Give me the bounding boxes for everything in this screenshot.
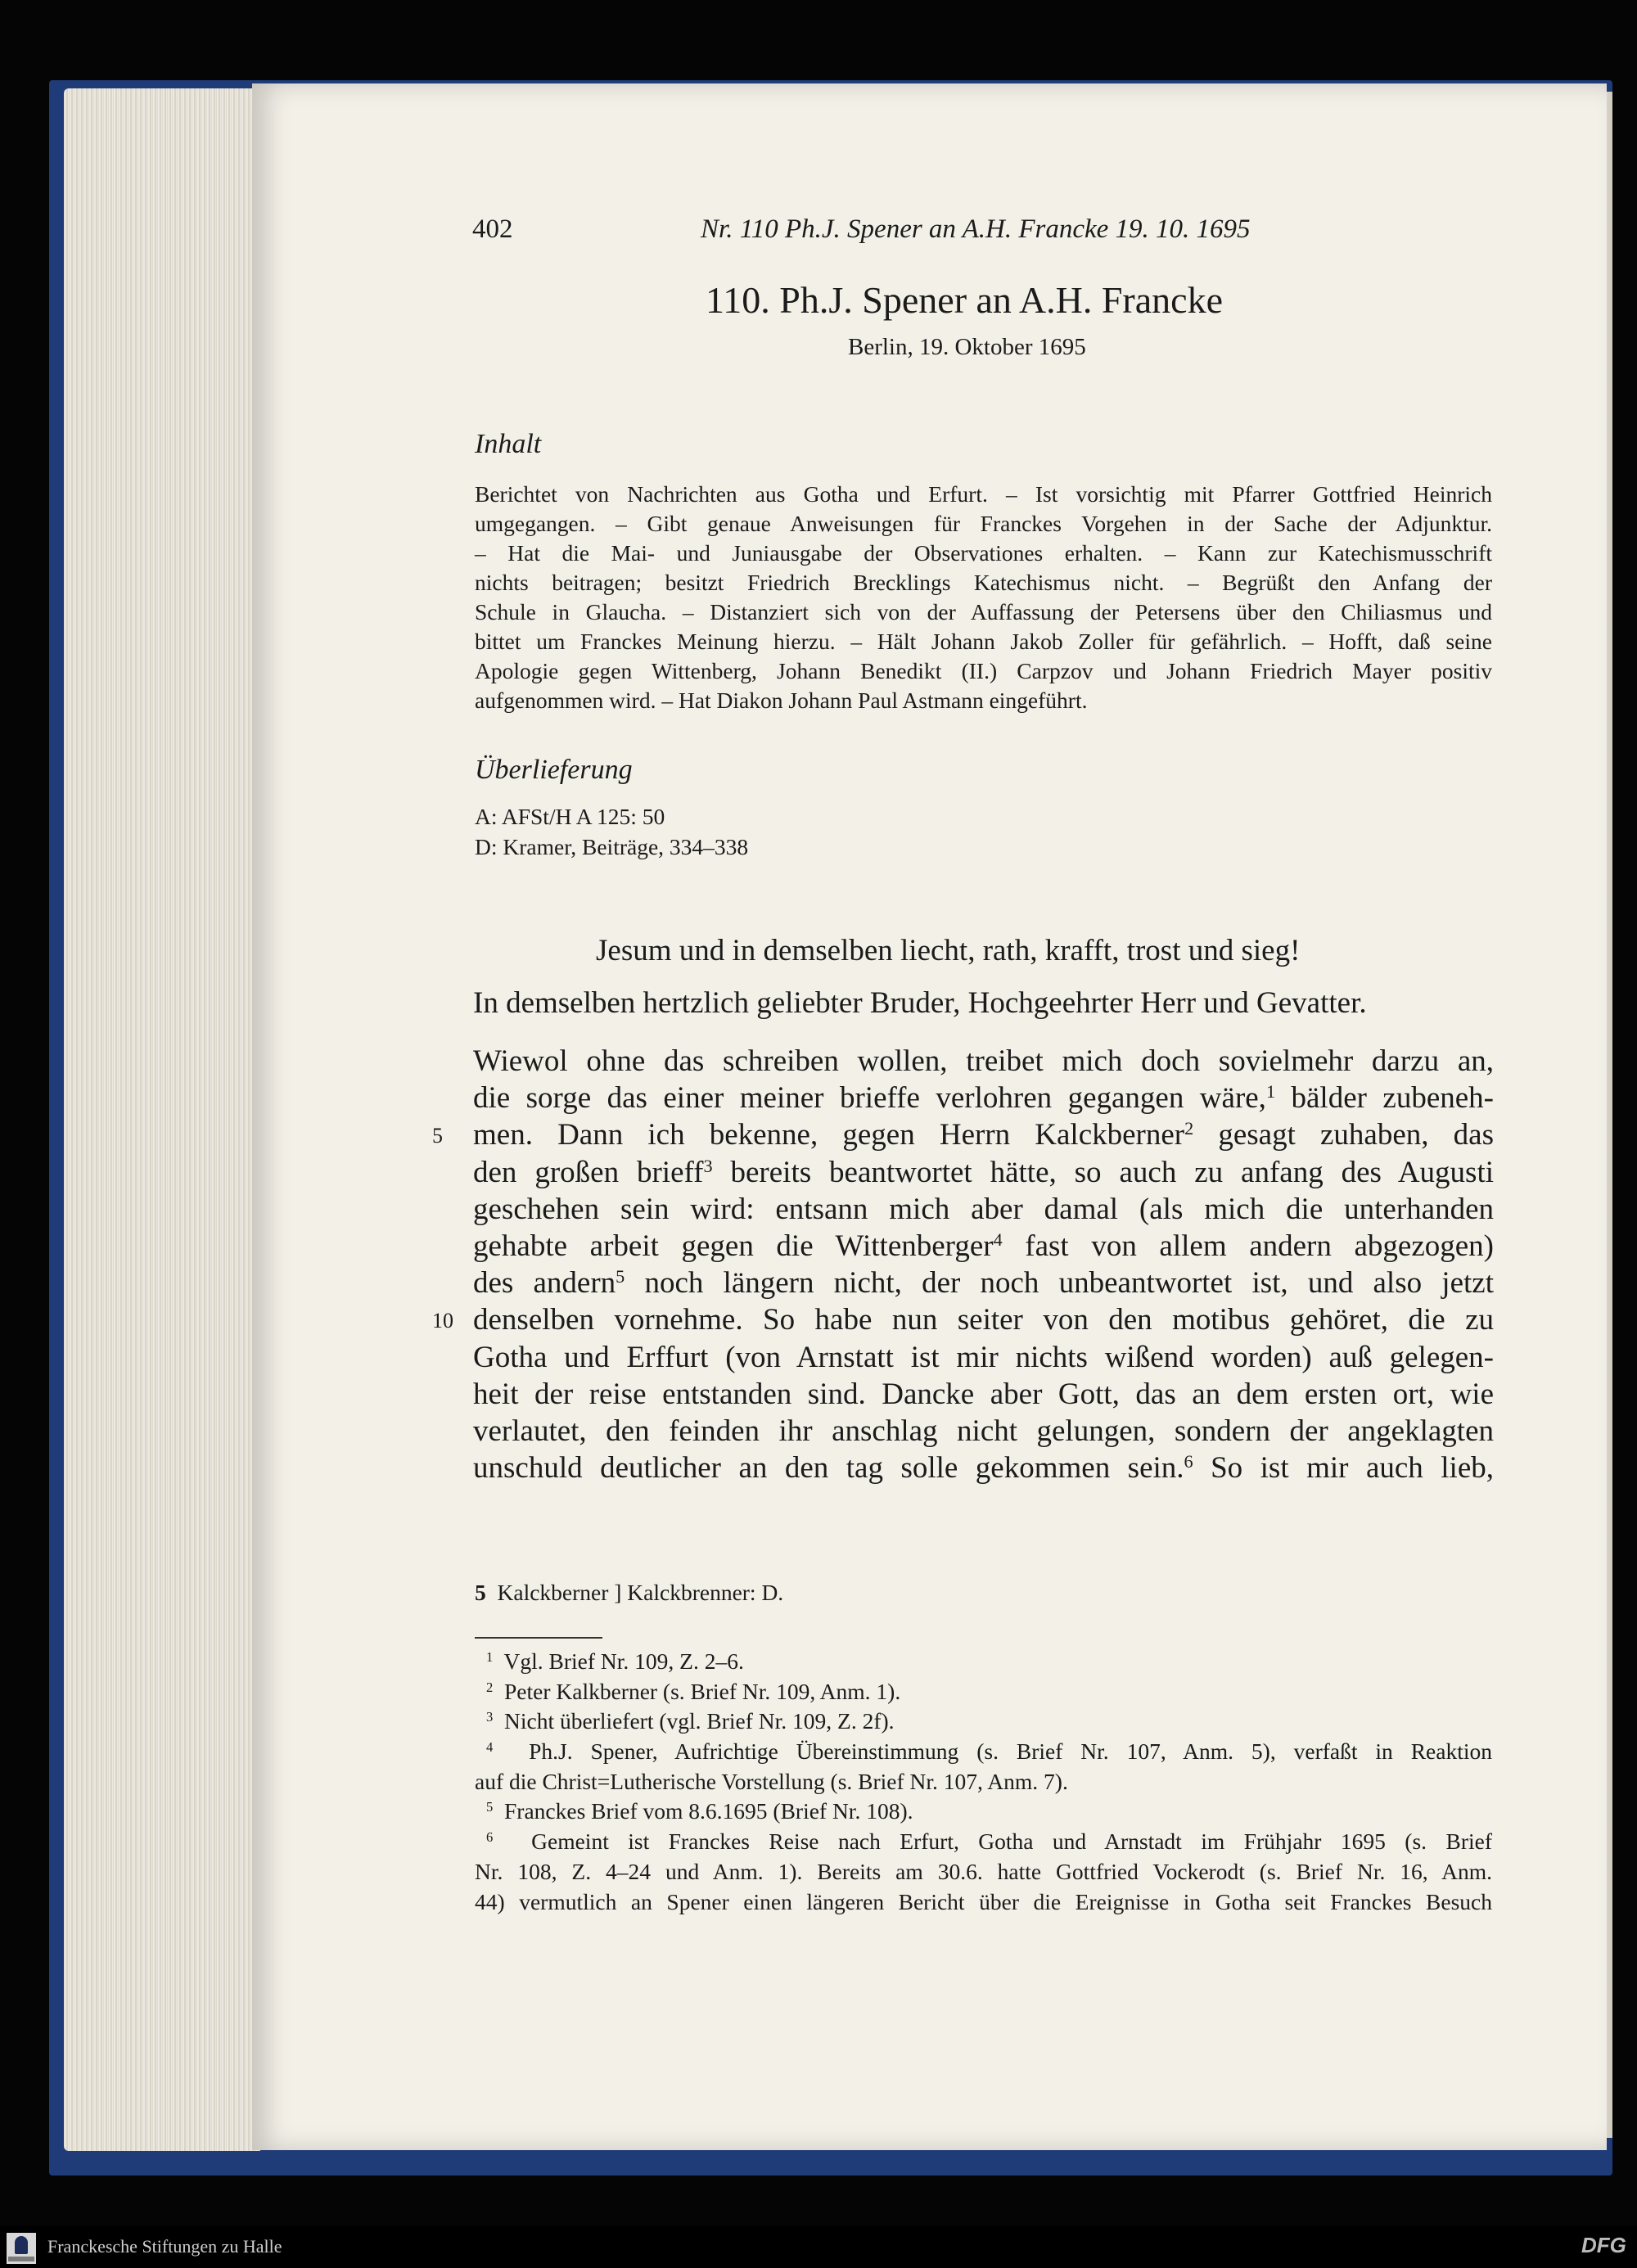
dfg-logo: DFG xyxy=(1581,2233,1626,2257)
summary-line: nichts beitragen; besitzt Friedrich Brecklings Katechismus nicht. – Begrüßt den Anfang der xyxy=(475,570,1492,595)
footnote: $^4$ Ph.J. Spener, Aufrichtige Übereinstimmung (s. Brief Nr. 107, Anm. 5), verfaßt in Reaktion xyxy=(486,1738,1492,1765)
footnote-rule xyxy=(475,1637,602,1639)
body-line: denselben vornehme. So habe nun seiter von den motibus gehöret, die zu xyxy=(473,1303,1494,1337)
inhalt-heading: Inhalt xyxy=(475,429,542,459)
line-number-10: 10 xyxy=(432,1309,453,1332)
source-line-a: A: AFSt/H A 125: 50 xyxy=(475,804,665,829)
body-line: Gotha und Erffurt (von Arnstatt ist mir nichts wißend worden) auß gelegen- xyxy=(473,1340,1494,1374)
footnote-continuation: auf die Christ=Lutherische Vorstellung (s. Brief Nr. 107, Anm. 7). xyxy=(475,1768,1068,1794)
footnote: $^5$ Franckes Brief vom 8.6.1695 (Brief Nr. 108). xyxy=(486,1798,913,1824)
page-edges xyxy=(64,88,260,2151)
footnote: $^2$ Peter Kalkberner (s. Brief Nr. 109, Anm. 1). xyxy=(486,1678,901,1704)
body-line: unschuld deutlicher an den tag solle gekommen sein.$^6$ So ist mir auch lieb, xyxy=(473,1450,1494,1486)
footnote-ref: 5 xyxy=(616,1265,625,1287)
critical-apparatus: 5 Kalckberner ] Kalckbrenner: D. xyxy=(475,1580,784,1605)
page-number: 402 xyxy=(472,214,513,244)
body-line: den großen brieff$^3$ bereits beantwortet hätte, so auch zu anfang des Augusti xyxy=(473,1155,1495,1189)
letter-salutation: In demselben hertzlich geliebter Bruder, Hochgeehrter Herr und Gevatter. xyxy=(473,986,1367,1020)
body-line: heit der reise entstanden sind. Dancke aber Gott, das an dem ersten ort, wie xyxy=(473,1377,1494,1411)
summary-line: Berichtet von Nachrichten aus Gotha und Erfurt. – Ist vorsichtig mit Pfarrer Gottfried Heinrich xyxy=(475,481,1492,507)
summary-line: aufgenommen wird. – Hat Diakon Johann Paul Astmann eingeführt. xyxy=(475,688,1088,713)
line-number-5: 5 xyxy=(432,1124,443,1148)
footnote-ref: 1 xyxy=(1265,1080,1276,1102)
footnotes xyxy=(475,1647,1492,1917)
footnote-ref: 4 xyxy=(993,1229,1003,1250)
summary-line: umgegangen. – Gibt genaue Anweisungen für Franckes Vorgehen in der Sache der Adjunktur. xyxy=(475,511,1492,536)
summary-line: bittet um Franckes Meinung hierzu. – Hält Johann Jakob Zoller für gefährlich. – Hofft, daß seine xyxy=(475,629,1492,654)
footnote: $^6$ Gemeint ist Franckes Reise nach Erfurt, Gotha und Arnstadt im Frühjahr 1695 (s. Brief xyxy=(486,1828,1492,1855)
body-line: des andern$^5$ noch längern nicht, der noch unbeantwortet ist, und also jetzt xyxy=(473,1265,1494,1301)
footnote: $^3$ Nicht überliefert (vgl. Brief Nr. 109, Z. 2f). xyxy=(486,1708,895,1734)
body-line: verlautet, den feinden ihr anschlag nicht gelungen, sondern der angeklagten xyxy=(473,1414,1494,1448)
body-line: gehabte arbeit gegen die Wittenberger$^4$ fast von allem andern abgezogen) xyxy=(473,1229,1494,1263)
footnote-continuation: 44) vermutlich an Spener einen längeren Bericht über die Ereignisse in Gotha seit Franckes Besuch xyxy=(475,1888,1492,1914)
summary-line: Apologie gegen Wittenberg, Johann Benedikt (II.) Carpzov und Johann Friedrich Mayer positiv xyxy=(475,658,1492,683)
summary-line: – Hat die Mai- und Juniausgabe der Observationes erhalten. – Kann zur Katechismusschrift xyxy=(475,540,1492,566)
footer-institution-label: Franckesche Stiftungen zu Halle xyxy=(47,2236,282,2257)
inhalt-summary xyxy=(475,480,1492,715)
letter-body xyxy=(473,1043,1494,1486)
body-line: Wiewol ohne das schreiben wollen, treibet mich doch sovielmehr darzu an, xyxy=(473,1044,1494,1078)
institution-logo xyxy=(7,2233,36,2264)
footnote-ref: 3 xyxy=(703,1155,713,1176)
body-line: die sorge das einer meiner brieffe verlohren gegangen wäre,$^1$ bälder zubeneh- xyxy=(473,1080,1494,1116)
running-head-title: Nr. 110 Ph.J. Spener an A.H. Francke 19. 10. 1695 xyxy=(701,214,1251,244)
source-line-d: D: Kramer, Beiträge, 334–338 xyxy=(475,834,749,859)
footnote: $^1$ Vgl. Brief Nr. 109, Z. 2–6. xyxy=(486,1648,744,1674)
body-line: geschehen sein wird: entsann mich aber damal (als mich die unterhanden xyxy=(473,1192,1494,1226)
letter-greeting: Jesum und in demselben liecht, rath, krafft, trost und sieg! xyxy=(596,934,1301,967)
ueberlieferung-heading: Überlieferung xyxy=(475,755,633,785)
letter-title: 110. Ph.J. Spener an A.H. Francke xyxy=(706,279,1223,321)
body-line: men. Dann ich bekenne, gegen Herrn Kalckberner$^2$ gesagt zuhaben, das xyxy=(473,1118,1494,1152)
footnote-ref: 6 xyxy=(1184,1450,1193,1472)
footnote-ref: 2 xyxy=(1184,1118,1194,1139)
summary-line: Schule in Glaucha. – Distanziert sich von der Auffassung der Petersens über den Chiliasmus und xyxy=(475,599,1492,624)
letter-dateline: Berlin, 19. Oktober 1695 xyxy=(848,334,1086,360)
footnote-continuation: Nr. 108, Z. 4–24 und Anm. 1). Bereits am 30.6. hatte Gottfried Vockerodt (s. Brief Nr. 16, Anm. xyxy=(475,1858,1492,1884)
